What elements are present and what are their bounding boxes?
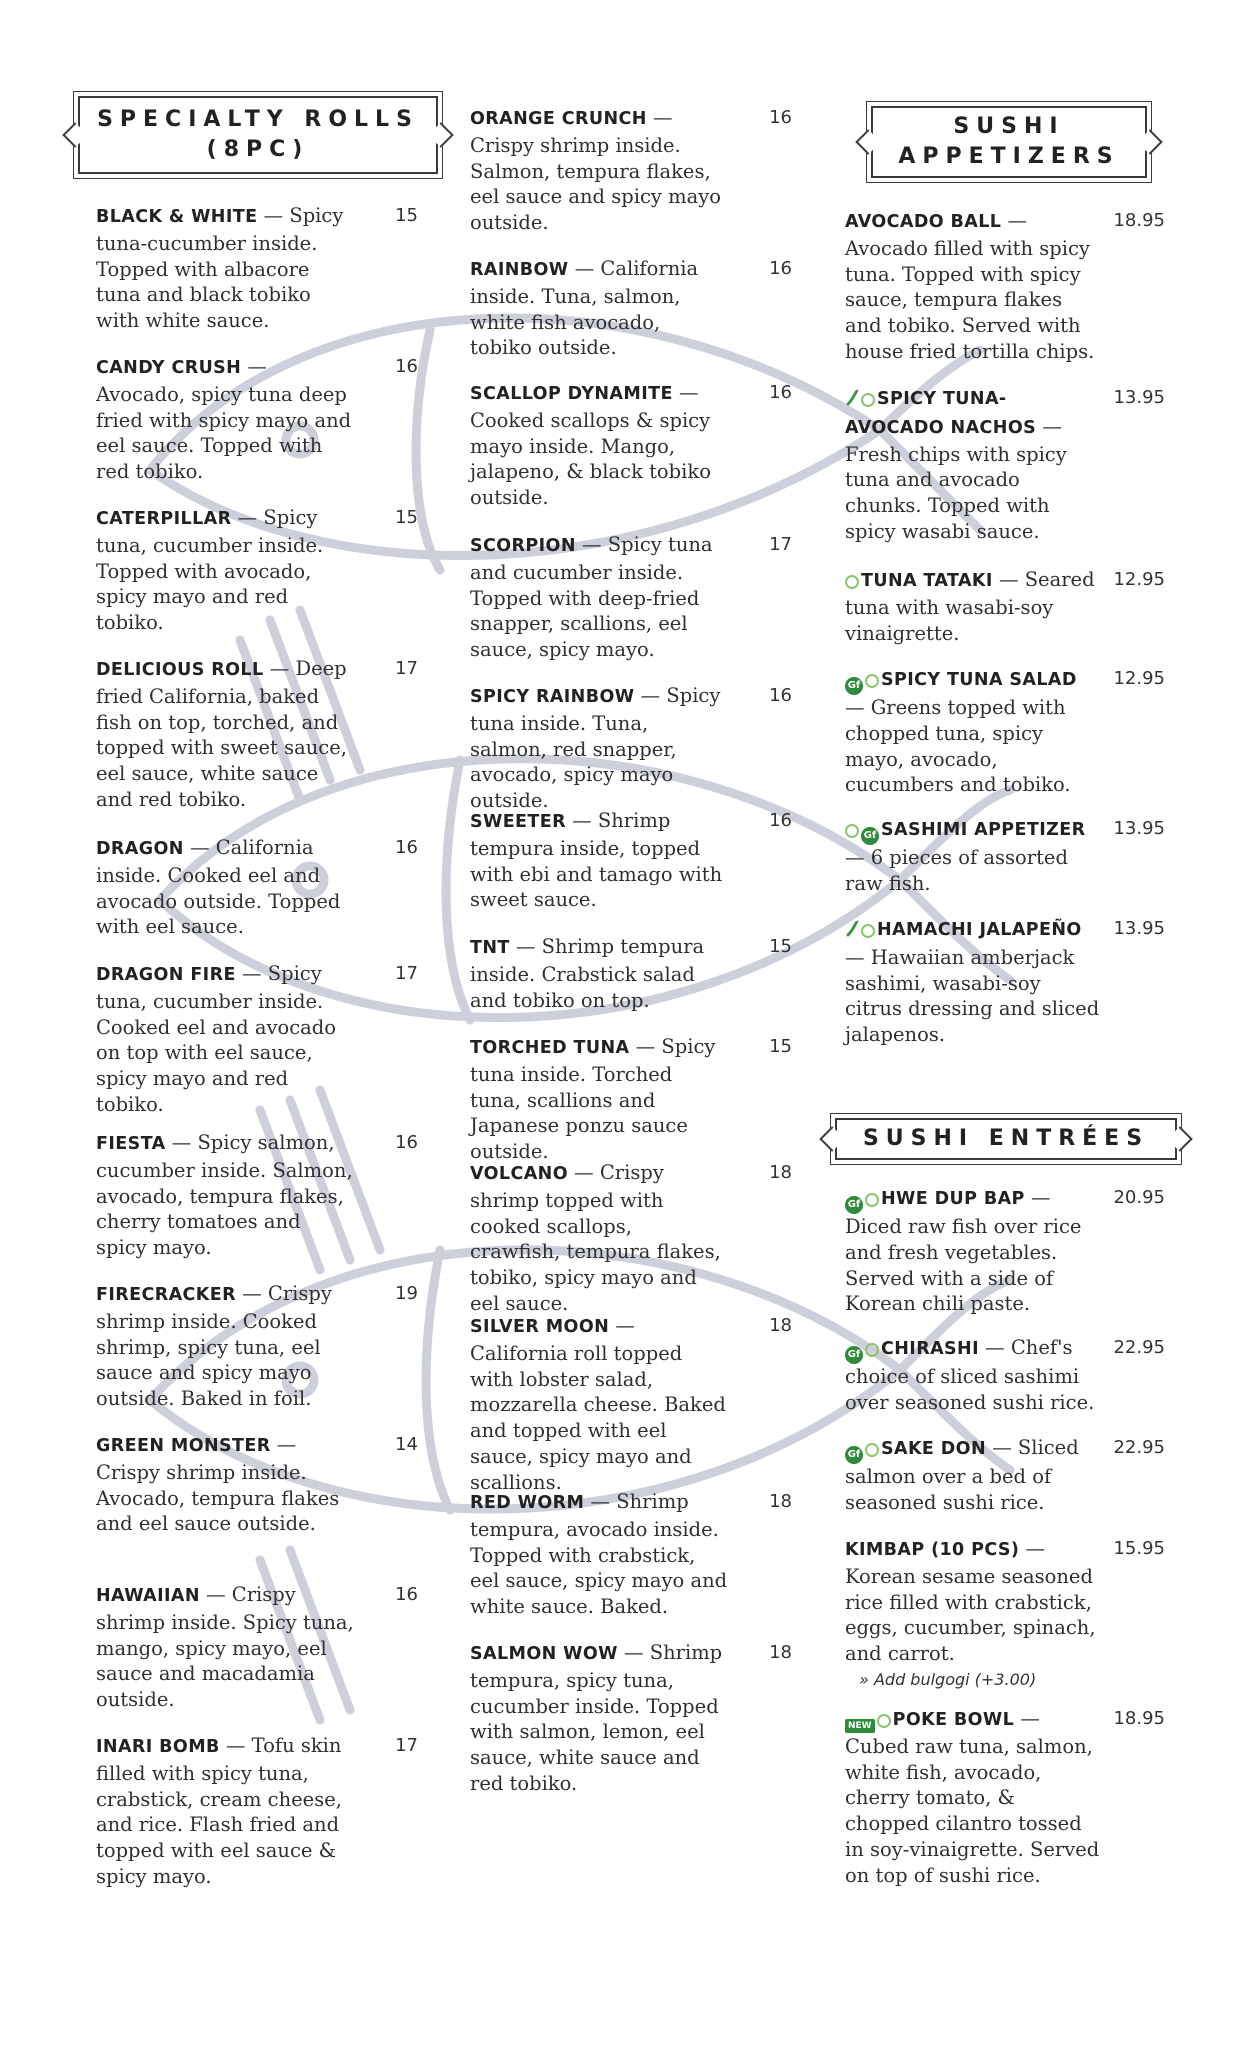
menu-item-price: 14	[395, 1434, 418, 1455]
menu-item-text: FIRECRACKER — Crispy shrimp inside. Cooked shrimp, spicy tuna, eel sauce and spicy mayo outside. Baked in foil.	[96, 1282, 332, 1411]
menu-item-text: ORANGE CRUNCH — Crispy shrimp inside. Salmon, tempura flakes, eel sauce and spicy mayo outside.	[470, 106, 721, 235]
menu-item-price: 15	[769, 936, 792, 957]
raw-icon	[865, 674, 879, 688]
menu-item-name: SASHIMI APPETIZER	[881, 820, 1086, 840]
menu-item-description: Avocado filled with spicy tuna. Topped with spicy sauce, tempura flakes and tobiko. Served with house fried tortilla chips.	[845, 236, 1095, 363]
menu-item-name: SWEETER	[470, 812, 566, 832]
menu-item-price: 16	[769, 107, 792, 128]
new-badge-icon: NEW	[845, 1719, 875, 1733]
menu-item	[845, 816, 1165, 897]
menu-item-description: California roll topped with lobster salad, mozzarella cheese. Baked and topped with eel sauce, spicy mayo and scallions.	[470, 1341, 726, 1494]
menu-item-description: Crispy shrimp inside. Cooked shrimp, spicy tuna, eel sauce and spicy mayo outside. Baked in foil.	[96, 1282, 332, 1411]
menu-item-price: 15	[395, 507, 418, 528]
menu-item-note: » Add bulgogi (+3.00)	[859, 1669, 1037, 1689]
menu-item-text: SALMON WOW — Shrimp tempura, spicy tuna, cucumber inside. Topped with salmon, lemon, eel sauce, white sauce and red tobiko.	[470, 1641, 723, 1795]
menu-item-name: TNT	[470, 938, 510, 958]
menu-item-name: SPICY TUNA-AVOCADO NACHOS	[845, 389, 1037, 438]
menu-item-price: 16	[395, 1584, 418, 1605]
raw-icon	[861, 393, 875, 407]
menu-item-text: SWEETER — Shrimp tempura inside, topped with ebi and tamago with sweet sauce.	[470, 809, 723, 912]
menu-item-description: Korean sesame seasoned rice filled with crabstick, eggs, cucumber, spinach, and carrot.	[845, 1564, 1096, 1666]
menu-item-description: Spicy tuna, cucumber inside. Cooked eel and avocado on top with eel sauce, spicy mayo and red tobiko.	[96, 962, 336, 1116]
menu-item-description: Crispy shrimp inside. Spicy tuna, mango, spicy mayo, eel sauce and macadamia outside.	[96, 1583, 354, 1712]
menu-item-text: DRAGON FIRE — Spicy tuna, cucumber inside. Cooked eel and avocado on top with eel sauce, spicy mayo and red tobiko.	[96, 962, 336, 1116]
menu-item	[470, 380, 792, 511]
menu-item-name: GREEN MONSTER	[96, 1436, 271, 1456]
menu-item-text: TUNA TATAKI — Seared tuna with wasabi-soy vinaigrette.	[845, 568, 1095, 645]
menu-item	[470, 1489, 792, 1620]
menu-item-name: TUNA TATAKI	[861, 571, 993, 591]
menu-item-description: 6 pieces of assorted raw fish.	[845, 846, 1068, 895]
pepper-icon	[845, 919, 859, 945]
menu-item-description: Spicy tuna and cucumber inside. Topped with deep-fried snapper, scallions, eel sauce, spicy mayo.	[470, 533, 713, 662]
menu-item-name: CATERPILLAR	[96, 509, 232, 529]
menu-item-name: SPICY TUNA SALAD	[881, 670, 1077, 690]
menu-item	[845, 1536, 1165, 1693]
menu-item-text: SPICY TUNA-AVOCADO NACHOS — Fresh chips with spicy tuna and avocado chunks. Topped with spicy wasabi sauce.	[845, 389, 1067, 543]
menu-item-name: DRAGON	[96, 839, 184, 859]
menu-item-text: RAINBOW — California inside. Tuna, salmon, white fish avocado, tobiko outside.	[470, 257, 699, 360]
menu-item-text: KIMBAP (10 PCS) — Korean sesame seasoned rice filled with crabstick, eggs, cucumber, spinach, and carrot.	[845, 1537, 1096, 1666]
menu-item-text: NEW POKE BOWL — Cubed raw tuna, salmon, white fish, avocado, cherry tomato, & chopped cilantro tossed in soy-vinaigrette. Served on top of sushi rice.	[845, 1707, 1100, 1887]
menu-item-description: Fresh chips with spicy tuna and avocado chunks. Topped with spicy wasabi sauce.	[845, 442, 1067, 543]
menu-item-price: 20.95	[1113, 1187, 1165, 1208]
menu-item-name: INARI BOMB	[96, 1737, 220, 1757]
menu-item-price: 18.95	[1113, 210, 1165, 231]
raw-icon	[865, 1343, 879, 1357]
menu-item-description: Chef's choice of sliced sashimi over seasoned sushi rice.	[845, 1336, 1095, 1414]
menu-item-price: 12.95	[1113, 569, 1165, 590]
menu-item-price: 18	[769, 1642, 792, 1663]
menu-item-description: Shrimp tempura inside, topped with ebi and tamago with sweet sauce.	[470, 809, 723, 912]
menu-item-price: 15	[395, 205, 418, 226]
menu-item-name: SILVER MOON	[470, 1317, 610, 1337]
menu-item-price: 13.95	[1113, 387, 1165, 408]
menu-item-text: GREEN MONSTER — Crispy shrimp inside. Avocado, tempura flakes and eel sauce outside.	[96, 1433, 340, 1536]
gf-icon: Gf	[845, 1446, 863, 1464]
menu-item-text: HAMACHI JALAPEÑO — Hawaiian amberjack sashimi, wasabi-soy citrus dressing and sliced jalapenos.	[845, 920, 1100, 1047]
menu-item-price: 17	[769, 534, 792, 555]
pepper-icon	[845, 388, 859, 414]
menu-item-name: DRAGON FIRE	[96, 965, 236, 985]
menu-item-name: RED WORM	[470, 1493, 585, 1513]
menu-item-name: BLACK & WHITE	[96, 207, 258, 227]
menu-item	[470, 1160, 792, 1317]
menu-item	[470, 808, 792, 913]
menu-item	[845, 916, 1165, 1048]
raw-icon	[845, 575, 859, 589]
menu-item-text: DELICIOUS ROLL — Deep fried California, baked fish on top, torched, and topped with sweet sauce, eel sauce, white sauce and red tobiko.	[96, 657, 347, 811]
menu-item-text: TNT — Shrimp tempura inside. Crabstick salad and tobiko on top.	[470, 935, 705, 1012]
menu-item	[96, 1582, 418, 1713]
menu-item	[96, 961, 418, 1118]
menu-item-description: Cooked scallops & spicy mayo inside. Mango, jalapeno, & black tobiko outside.	[470, 408, 711, 510]
menu-item-description: California inside. Tuna, salmon, white fish avocado, tobiko outside.	[470, 257, 699, 360]
menu-item-name: POKE BOWL	[892, 1710, 1015, 1730]
menu-item-description: Avocado, spicy tuna deep fried with spicy mayo and eel sauce. Topped with red tobiko.	[96, 382, 352, 484]
menu-item-description: Diced raw fish over rice and fresh vegetables. Served with a side of Korean chili paste.	[845, 1215, 1082, 1316]
menu-item-description: Cubed raw tuna, salmon, white fish, avocado, cherry tomato, & chopped cilantro tossed in soy-vinaigrette. Served on top of sushi rice.	[845, 1734, 1100, 1887]
menu-item-text: Gf SAKE DON — Sliced salmon over a bed of seasoned sushi rice.	[845, 1436, 1079, 1514]
raw-icon	[861, 924, 875, 938]
menu-item-description: Shrimp tempura inside. Crabstick salad and tobiko on top.	[470, 935, 705, 1012]
menu-item	[470, 105, 792, 236]
menu-item-description: Spicy tuna, cucumber inside. Topped with avocado, spicy mayo and red tobiko.	[96, 506, 324, 635]
menu-item-price: 15.95	[1113, 1538, 1165, 1559]
menu-item-price: 22.95	[1113, 1437, 1165, 1458]
menu-item	[845, 385, 1165, 545]
menu-item	[470, 532, 792, 663]
menu-item-description: Tofu skin filled with spicy tuna, crabstick, cream cheese, and rice. Flash fried and topped with eel sauce & spicy mayo.	[96, 1734, 342, 1888]
menu-item-text: SPICY RAINBOW — Spicy tuna inside. Tuna, salmon, red snapper, avocado, spicy mayo outside.	[470, 684, 721, 813]
menu-item-price: 19	[395, 1283, 418, 1304]
menu-item-text: BLACK & WHITE — Spicy tuna-cucumber inside. Topped with albacore tuna and black tobiko with white sauce.	[96, 204, 344, 333]
menu-item	[96, 203, 418, 334]
raw-icon	[865, 1193, 879, 1207]
menu-item-description: Crispy shrimp inside. Avocado, tempura flakes and eel sauce outside.	[96, 1460, 340, 1536]
menu-item-text: VOLCANO — Crispy shrimp topped with cooked scallops, crawfish, tempura flakes, tobiko, spicy mayo and eel sauce.	[470, 1161, 721, 1315]
menu-item	[845, 1435, 1165, 1516]
menu-item-name: HAWAIIAN	[96, 1586, 200, 1606]
menu-item-text: INARI BOMB — Tofu skin filled with spicy tuna, crabstick, cream cheese, and rice. Flash fried and topped with eel sauce & spicy mayo.	[96, 1734, 342, 1888]
menu-item-price: 18	[769, 1491, 792, 1512]
menu-item	[470, 683, 792, 814]
gf-icon: Gf	[861, 827, 879, 845]
menu-item-text: Gf CHIRASHI — Chef's choice of sliced sashimi over seasoned sushi rice.	[845, 1336, 1095, 1414]
menu-item-price: 16	[769, 810, 792, 831]
menu-item	[96, 656, 418, 813]
menu-item-price: 18	[769, 1315, 792, 1336]
menu-item-price: 16	[769, 258, 792, 279]
menu-item-name: HWE DUP BAP	[881, 1189, 1025, 1209]
menu-item	[845, 1706, 1165, 1889]
menu-item	[96, 1733, 418, 1890]
menu-item-price: 16	[769, 685, 792, 706]
section-banner-sushi-appetizers	[871, 106, 1147, 178]
menu-item	[470, 256, 792, 361]
menu-item	[845, 1185, 1165, 1317]
menu-item-name: VOLCANO	[470, 1164, 568, 1184]
menu-item-text: TORCHED TUNA — Spicy tuna inside. Torched tuna, scallions and Japanese ponzu sauce outside.	[470, 1035, 716, 1164]
menu-item	[96, 835, 418, 940]
menu-item-price: 17	[395, 658, 418, 679]
menu-item-description: Spicy tuna-cucumber inside. Topped with albacore tuna and black tobiko with white sauce.	[96, 204, 344, 333]
menu-item-name: KIMBAP (10 PCS)	[845, 1540, 1020, 1560]
menu-item-text: AVOCADO BALL — Avocado filled with spicy tuna. Topped with spicy sauce, tempura flakes and tobiko. Served with house fried tortilla chips.	[845, 209, 1095, 363]
menu-item-price: 17	[395, 1735, 418, 1756]
menu-item-name: SPICY RAINBOW	[470, 687, 635, 707]
menu-item-name: FIRECRACKER	[96, 1285, 236, 1305]
raw-icon	[865, 1443, 879, 1457]
menu-item-text: CANDY CRUSH — Avocado, spicy tuna deep fried with spicy mayo and eel sauce. Topped with red tobiko.	[96, 355, 352, 484]
menu-item-name: TORCHED TUNA	[470, 1038, 630, 1058]
menu-item	[470, 1640, 792, 1797]
menu-item-text: CATERPILLAR — Spicy tuna, cucumber inside. Topped with avocado, spicy mayo and red tobiko.	[96, 506, 324, 635]
menu-item-name: DELICIOUS ROLL	[96, 660, 264, 680]
menu-item-price: 13.95	[1113, 918, 1165, 939]
menu-item-name: SCALLOP DYNAMITE	[470, 384, 673, 404]
menu-item-price: 15	[769, 1036, 792, 1057]
menu-item-text: Gf SPICY TUNA SALAD — Greens topped with chopped tuna, spicy mayo, avocado, cucumbers and tobiko.	[845, 670, 1077, 797]
menu-item-description: Deep fried California, baked fish on top, torched, and topped with sweet sauce, eel sauce, white sauce and red tobiko.	[96, 657, 347, 811]
menu-item-description: Shrimp tempura, spicy tuna, cucumber inside. Topped with salmon, lemon, eel sauce, white sauce and red tobiko.	[470, 1641, 723, 1795]
menu-item-text: SILVER MOON — California roll topped with lobster salad, mozzarella cheese. Baked and topped with eel sauce, spicy mayo and scallions.	[470, 1314, 726, 1494]
menu-item-description: Sliced salmon over a bed of seasoned sushi rice.	[845, 1436, 1079, 1514]
menu-item-text: SCORPION — Spicy tuna and cucumber inside. Topped with deep-fried snapper, scallions, eel sauce, spicy mayo.	[470, 533, 713, 662]
menu-item	[96, 1281, 418, 1412]
menu-item	[96, 505, 418, 636]
menu-item	[845, 666, 1165, 798]
menu-item-description: Spicy salmon, cucumber inside. Salmon, avocado, tempura flakes, cherry tomatoes and spicy mayo.	[96, 1131, 353, 1260]
section-banner-sushi-entrees	[835, 1118, 1177, 1160]
raw-icon	[845, 824, 859, 838]
menu-item-name: RAINBOW	[470, 260, 569, 280]
menu-item-text: DRAGON — California inside. Cooked eel and avocado outside. Topped with eel sauce.	[96, 836, 341, 939]
banner-line-1: SUSHI ENTRÉES	[862, 1126, 1150, 1151]
menu-item-name: HAMACHI JALAPEÑO	[877, 920, 1082, 940]
banner-line-2: (8PC)	[206, 137, 310, 162]
menu-item-description: Crispy shrimp inside. Salmon, tempura flakes, eel sauce and spicy mayo outside.	[470, 133, 721, 235]
menu-item-price: 16	[395, 356, 418, 377]
gf-icon: Gf	[845, 1346, 863, 1364]
menu-item-text: FIESTA — Spicy salmon, cucumber inside. Salmon, avocado, tempura flakes, cherry tomatoes and spicy mayo.	[96, 1131, 353, 1260]
menu-item-price: 16	[769, 382, 792, 403]
menu-item	[96, 354, 418, 485]
section-banner-specialty-rolls	[78, 96, 438, 174]
menu-item-text: Gf HWE DUP BAP — Diced raw fish over rice and fresh vegetables. Served with a side of Korean chili paste.	[845, 1186, 1082, 1316]
menu-item-name: SCORPION	[470, 536, 576, 556]
menu-item-name: FIESTA	[96, 1134, 166, 1154]
menu-item	[845, 208, 1165, 365]
menu-item-name: SAKE DON	[881, 1439, 987, 1459]
menu-item	[470, 934, 792, 1013]
banner-line-1: SPECIALTY ROLLS	[97, 107, 419, 132]
menu-item-price: 13.95	[1113, 818, 1165, 839]
menu-item-name: CHIRASHI	[881, 1339, 979, 1359]
menu-item-price: 16	[395, 1132, 418, 1153]
banner-line-1: SUSHI	[953, 114, 1065, 139]
menu-item-description: California inside. Cooked eel and avocado outside. Topped with eel sauce.	[96, 836, 341, 939]
menu-item-description: Spicy tuna inside. Torched tuna, scallions and Japanese ponzu sauce outside.	[470, 1035, 716, 1164]
menu-item-price: 16	[395, 837, 418, 858]
gf-icon: Gf	[845, 677, 863, 695]
menu-item-text: Gf SASHIMI APPETIZER — 6 pieces of assorted raw fish.	[845, 820, 1086, 895]
menu-item-text: HAWAIIAN — Crispy shrimp inside. Spicy tuna, mango, spicy mayo, eel sauce and macadamia outside.	[96, 1583, 354, 1712]
menu-item-name: AVOCADO BALL	[845, 212, 1002, 232]
menu-item-name: ORANGE CRUNCH	[470, 109, 647, 129]
menu-item-description: Crispy shrimp topped with cooked scallops, crawfish, tempura flakes, tobiko, spicy mayo and eel sauce.	[470, 1161, 721, 1315]
menu-item-name: SALMON WOW	[470, 1644, 618, 1664]
banner-line-2: APPETIZERS	[898, 144, 1120, 169]
menu-item	[96, 1432, 418, 1537]
gf-icon: Gf	[845, 1196, 863, 1214]
menu-item	[96, 1130, 418, 1261]
menu-item-price: 18	[769, 1162, 792, 1183]
menu-item	[845, 1335, 1165, 1416]
menu-item	[470, 1034, 792, 1165]
menu-item-price: 12.95	[1113, 668, 1165, 689]
menu-item	[470, 1313, 792, 1496]
raw-icon	[877, 1714, 891, 1728]
menu-item-text: RED WORM — Shrimp tempura, avocado inside. Topped with crabstick, eel sauce, spicy mayo and white sauce. Baked.	[470, 1490, 728, 1619]
menu-item-description: Spicy tuna inside. Tuna, salmon, red snapper, avocado, spicy mayo outside.	[470, 684, 721, 813]
menu-item-description: Seared tuna with wasabi-soy vinaigrette.	[845, 568, 1095, 645]
menu-item-description: Greens topped with chopped tuna, spicy mayo, avocado, cucumbers and tobiko.	[845, 696, 1071, 797]
menu-item-name: CANDY CRUSH	[96, 358, 242, 378]
menu-item-price: 18.95	[1113, 1708, 1165, 1729]
menu-item-description: Shrimp tempura, avocado inside. Topped with crabstick, eel sauce, spicy mayo and white sauce. Baked.	[470, 1490, 728, 1619]
menu-item-description: Hawaiian amberjack sashimi, wasabi-soy citrus dressing and sliced jalapenos.	[845, 945, 1100, 1047]
menu-item-price: 17	[395, 963, 418, 984]
menu-item	[845, 567, 1165, 646]
menu-item-price: 22.95	[1113, 1337, 1165, 1358]
menu-item-text: SCALLOP DYNAMITE — Cooked scallops & spicy mayo inside. Mango, jalapeno, & black tobiko outside.	[470, 381, 711, 510]
